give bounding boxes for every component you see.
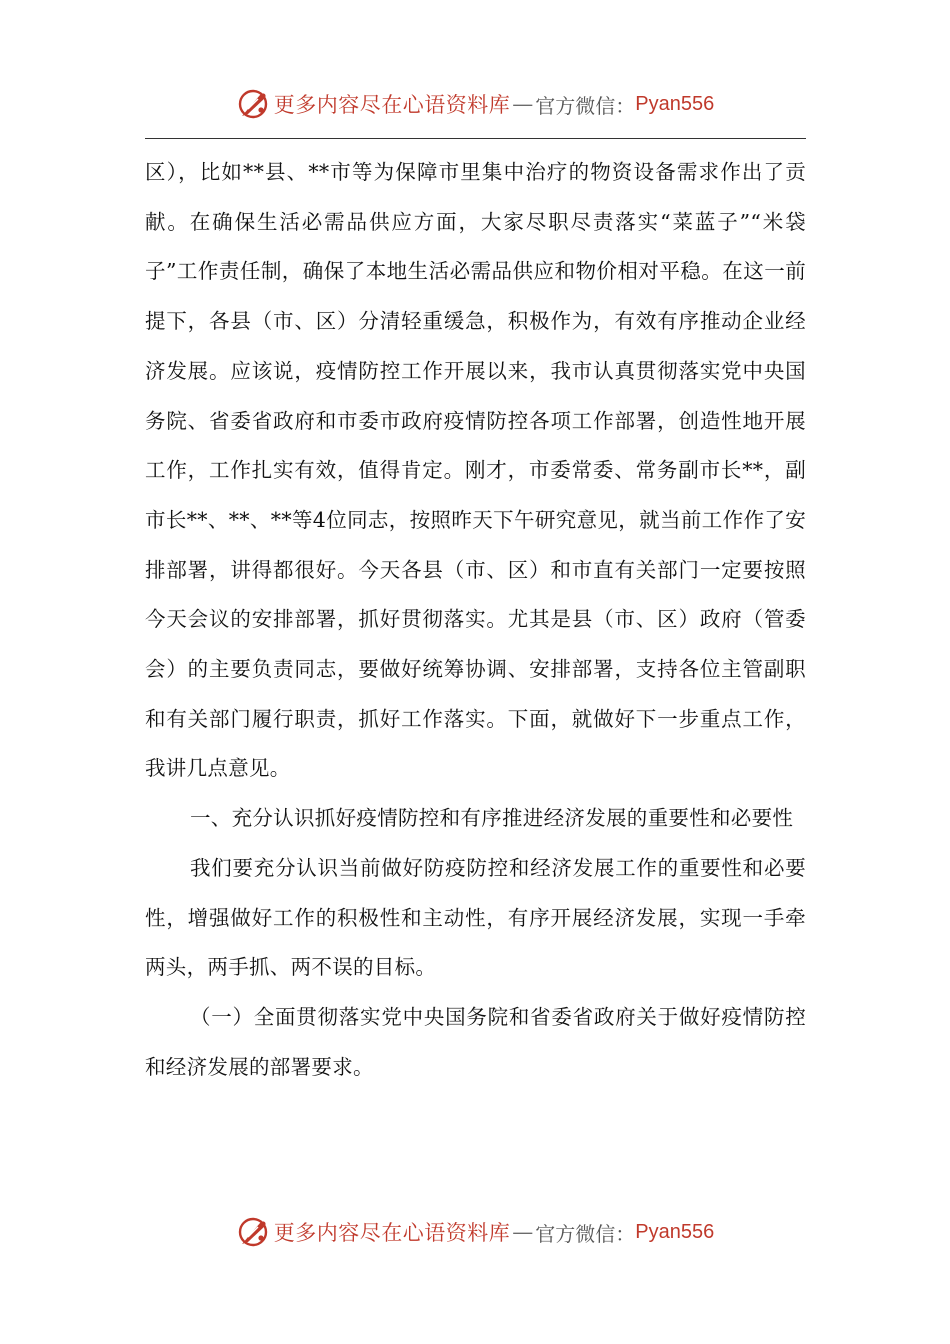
header-banner — [0, 82, 950, 126]
header-banner-title: 更多内容尽在心语资料库 — [273, 93, 511, 117]
quill-logo-icon — [236, 87, 270, 121]
header-banner-label: 官方微信： — [535, 93, 636, 118]
header-divider — [145, 138, 806, 139]
footer-banner-title: 更多内容尽在心语资料库 — [273, 1221, 511, 1245]
header-banner-separator: — — [512, 92, 534, 116]
document-body — [145, 148, 806, 1092]
quill-logo-icon — [236, 1215, 270, 1249]
header-banner-wechat-id: Pyan556 — [635, 92, 715, 115]
footer-banner-label: 官方微信： — [535, 1221, 636, 1246]
section-heading-1: 一、充分认识抓好疫情防控和有序推进经济发展的重要性和必要性 — [190, 806, 794, 831]
subsection-heading-1: （一）全面贯彻落实党中央国务院和省委省政府关于做好疫情防控和经济发展的部署要求。 — [145, 1004, 806, 1079]
body-paragraph-2: 我们要充分认识当前做好防疫防控和经济发展工作的重要性和必要性，增强做好工作的积极性和主动性，有序开展经济发展，实现一手牵两头，两手抓、两不误的目标。 — [145, 855, 806, 980]
footer-banner-separator: — — [512, 1220, 534, 1244]
footer-banner-wechat-id: Pyan556 — [635, 1220, 715, 1243]
body-paragraph-1: 区），比如**县、**市等为保障市里集中治疗的物资设备需求作出了贡献。在确保生活必需品供应方面，大家尽职尽责落实“菜蓝子”“米袋子”工作责任制，确保了本地生活必需品供应和物价相对平稳。在这一前提下，各县（市、区）分清轻重缓急，积极作为，有效有序推动企业经济发展。应该说，疫情防控工作开展以来，我市认真贯彻落实党中央国务院、省委省政府和市委市政府疫情防控各项工作部署，创造性地开展工作，工作扎实有效，值得肯定。刚才，市委常委、常务副市长**，副市长**、**、**等4位同志，按照昨天下午研究意见，就当前工作作了安排部署，讲得都很好。今天各县（市、区）和市直有关部门一定要按照今天会议的安排部署，抓好贯彻落实。尤其是县（市、区）政府（管委会）的主要负责同志，要做好统筹协调、安排部署，支持各位主管副职和有关部门履行职责，抓好工作落实。下面，就做好下一步重点工作，我讲几点意见。 — [145, 160, 806, 781]
footer-banner — [0, 1210, 950, 1254]
